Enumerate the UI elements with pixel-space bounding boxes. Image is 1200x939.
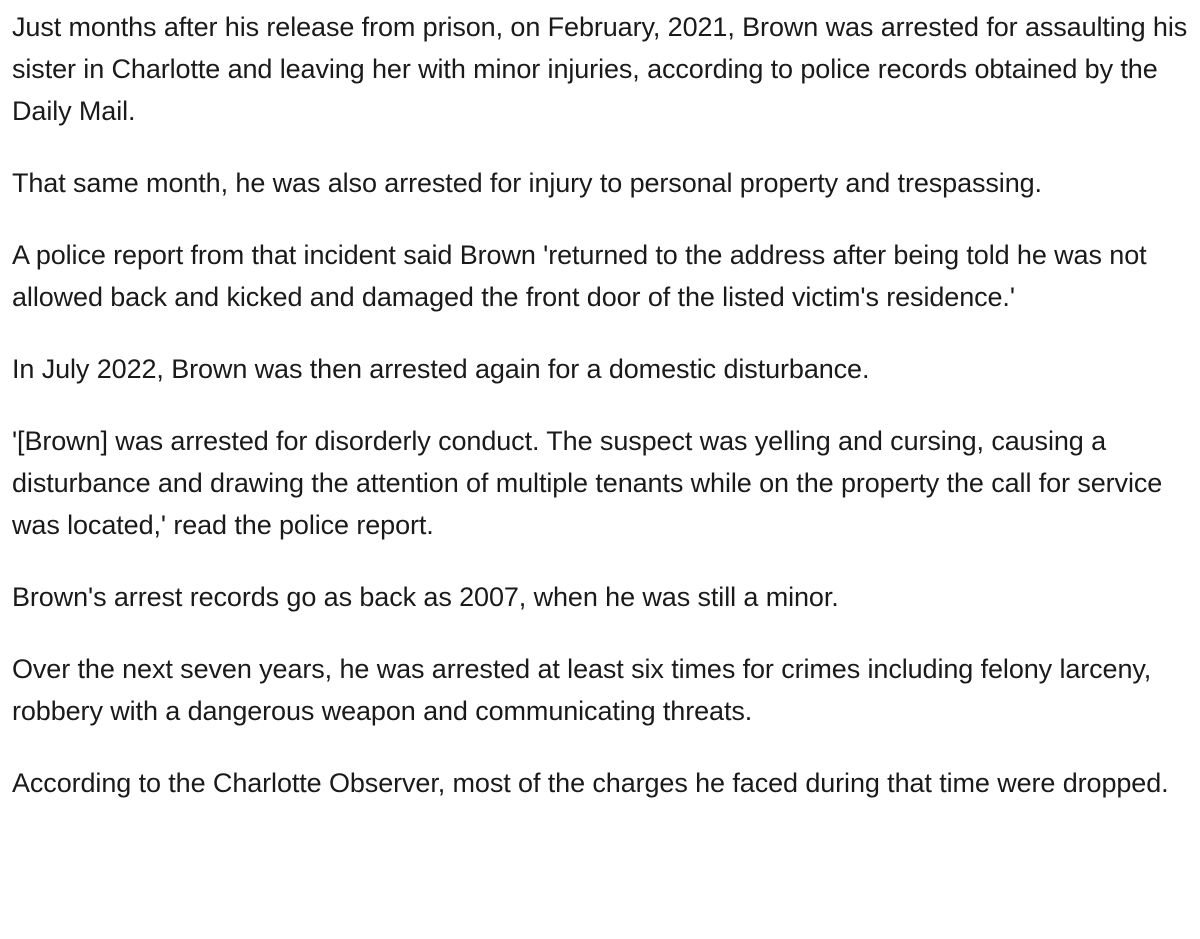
paragraph-2: That same month, he was also arrested for injury to personal property and trespassing.	[12, 168, 1042, 198]
paragraph-8: According to the Charlotte Observer, most of the charges he faced during that time were dropped.	[12, 768, 1169, 798]
paragraph-1: Just months after his release from prison, on February, 2021, Brown was arrested for assaulting his sister in Charlotte and leaving her with minor injuries, according to police records obtained by the Daily Mail.	[12, 12, 1188, 126]
paragraph-5: '[Brown] was arrested for disorderly conduct. The suspect was yelling and cursing, causing a disturbance and drawing the attention of multiple tenants while on the property the call for service was located,' read the police report.	[12, 426, 1163, 540]
paragraph-6: Brown's arrest records go as back as 2007, when he was still a minor.	[12, 582, 839, 612]
paragraph-3: A police report from that incident said Brown 'returned to the address after being told he was not allowed back and kicked and damaged the front door of the listed victim's residence.'	[12, 240, 1147, 312]
paragraph-7: Over the next seven years, he was arrested at least six times for crimes including felony larceny, robbery with a dangerous weapon and communicating threats.	[12, 654, 1152, 726]
article-body	[12, 6, 1188, 804]
paragraph-4: In July 2022, Brown was then arrested again for a domestic disturbance.	[12, 354, 870, 384]
